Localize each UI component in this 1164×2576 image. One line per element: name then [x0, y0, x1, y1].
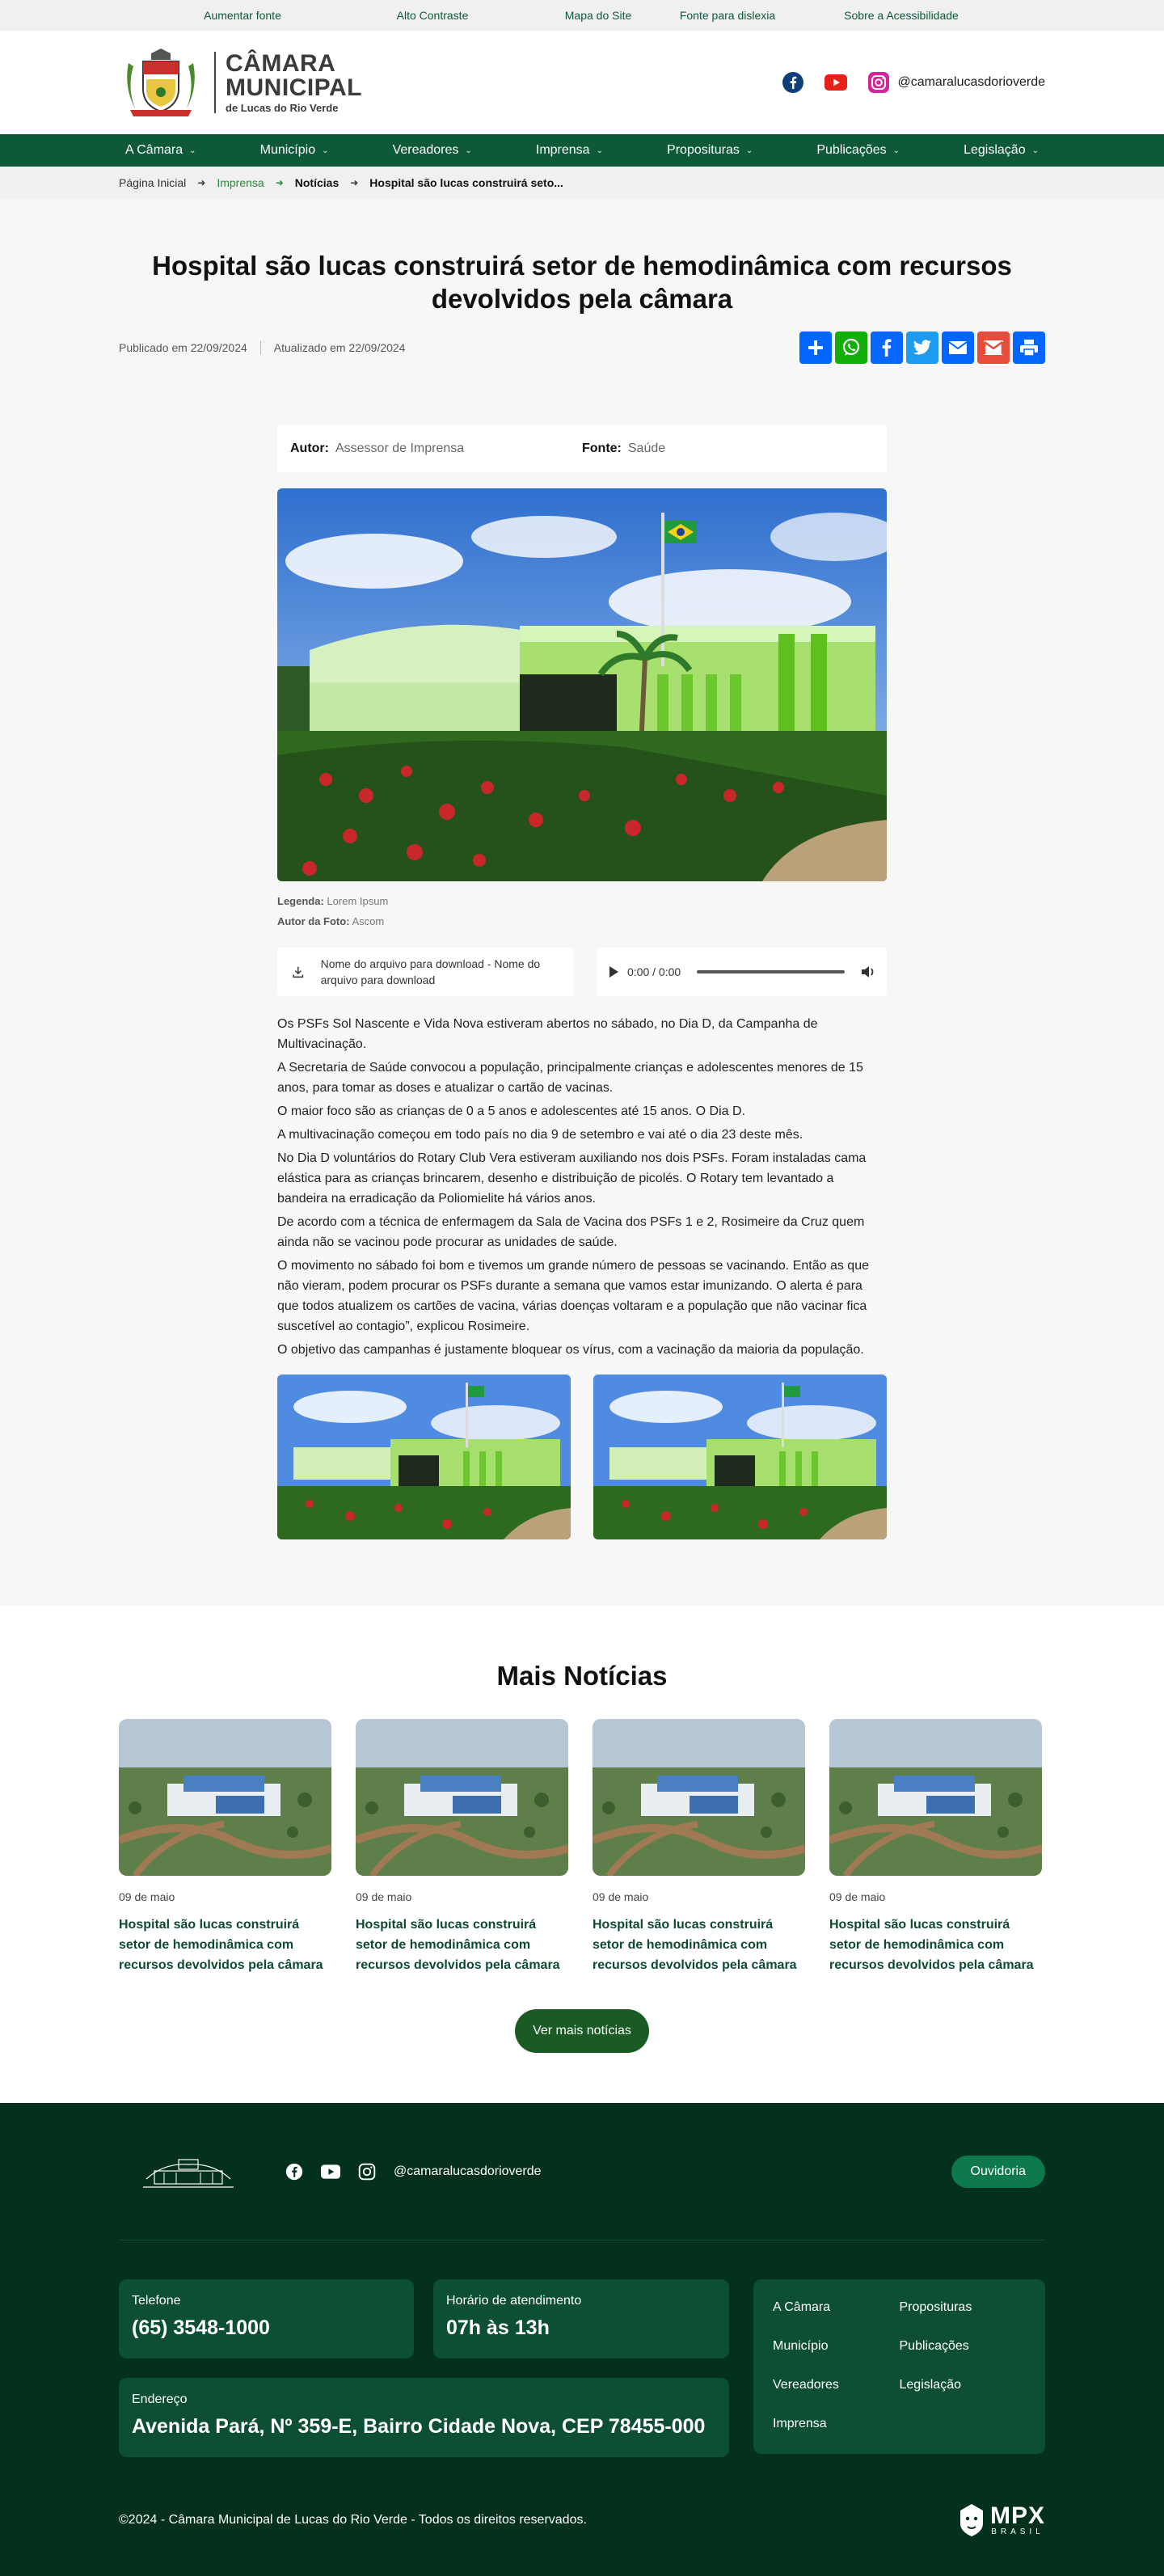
footer-link-vereadores[interactable]: Vereadores — [773, 2378, 839, 2392]
youtube-icon[interactable] — [321, 2164, 340, 2179]
accessibility-bar — [0, 0, 1164, 31]
nav-item-legislacao[interactable] — [957, 143, 1045, 158]
footer-link-legislacao[interactable]: Legislação — [899, 2378, 961, 2392]
mpx-lion-icon — [958, 2502, 985, 2538]
paragraph: A Secretaria de Saúde convocou a população, principalmente crianças e adolescentes menores de 15 anos, para tomar as doses e atualizar o cartão de vacinas. — [277, 1061, 863, 1095]
news-card[interactable] — [119, 1719, 331, 1975]
gallery-image[interactable] — [593, 1375, 887, 1539]
breadcrumb-current: Hospital são lucas construirá seto... — [369, 176, 563, 189]
site-logo[interactable] — [119, 47, 362, 118]
instagram-icon[interactable] — [358, 2163, 376, 2181]
paragraph: O objetivo das campanhas é justamente bloquear os vírus, com a vacinação da maioria da população. — [277, 1343, 864, 1357]
arrow-right-icon: ➜ — [275, 177, 284, 188]
caption-line — [277, 891, 887, 911]
news-card-title[interactable]: Hospital são lucas construirá setor de hemodinâmica com recursos devolvidos pela câmara — [119, 1918, 323, 1972]
paragraph: O maior foco são as crianças de 0 a 5 anos e adolescentes até 15 anos. O Dia D. — [277, 1104, 745, 1118]
image-caption — [277, 891, 887, 931]
address-label: Endereço — [132, 2392, 188, 2406]
audio-player — [597, 948, 887, 996]
author-value: Assessor de Imprensa — [335, 441, 465, 455]
footer-social-handle[interactable]: @camaralucasdorioverde — [394, 2164, 542, 2178]
footer-grid — [119, 2279, 1045, 2457]
aerial-hospital-image — [829, 1719, 1042, 1876]
aerial-hospital-image — [356, 1719, 568, 1876]
share-plus-icon[interactable] — [799, 332, 832, 364]
phone-box — [119, 2279, 414, 2359]
nav-item-a-camara[interactable] — [119, 143, 203, 158]
photo-author-value: Ascom — [352, 915, 385, 927]
source-value: Saúde — [627, 441, 666, 455]
address-box — [119, 2378, 729, 2457]
instagram-handle: @camaralucasdorioverde — [897, 75, 1045, 89]
email-icon[interactable] — [942, 332, 974, 364]
nav-label: Publicações — [816, 143, 887, 157]
chevron-down-icon: ⌄ — [189, 146, 196, 155]
footer-contact — [119, 2279, 729, 2457]
nav-label: Município — [259, 143, 316, 157]
paragraph: Os PSFs Sol Nascente e Vida Nova estiveram abertos no sábado, no Dia D, da Campanha de Multivacinação. — [277, 1017, 818, 1051]
gallery-image[interactable] — [277, 1375, 571, 1539]
site-map-link[interactable]: Mapa do Site — [564, 9, 632, 22]
ouvidoria-button[interactable]: Ouvidoria — [951, 2156, 1045, 2188]
caption-label: Legenda: — [277, 895, 324, 907]
article-dates — [119, 340, 405, 355]
paragraph: De acordo com a técnica de enfermagem da Sala de Vacina dos PSFs 1 e 2, Rosimeire da Cruz quem ainda não se vacinou pode procurar as unidades de saúde. — [277, 1215, 865, 1249]
header-socials — [782, 72, 1045, 93]
nav-label: Legislação — [964, 143, 1026, 157]
breadcrumb-imprensa[interactable]: Imprensa — [217, 176, 264, 189]
footer-link-municipio[interactable]: Município — [773, 2339, 829, 2353]
play-icon[interactable] — [608, 965, 619, 978]
main-nav — [0, 134, 1164, 167]
footer-link-imprensa[interactable]: Imprensa — [773, 2417, 827, 2430]
aerial-hospital-image — [119, 1719, 331, 1876]
source-label: Fonte: — [582, 441, 622, 455]
news-card-image — [593, 1719, 805, 1876]
hospital-thumb-image — [593, 1375, 887, 1539]
chevron-down-icon: ⌄ — [465, 146, 472, 155]
footer-link-proposituras[interactable]: Proposituras — [899, 2300, 972, 2314]
more-news-section — [0, 1606, 1164, 2103]
nav-item-vereadores[interactable] — [386, 143, 479, 158]
chevron-down-icon: ⌄ — [745, 146, 753, 155]
nav-label: Vereadores — [392, 143, 459, 157]
hours-label: Horário de atendimento — [446, 2294, 582, 2308]
media-row — [277, 948, 887, 996]
chevron-down-icon: ⌄ — [596, 146, 603, 155]
photo-author-line — [277, 911, 887, 931]
logo-line-3: de Lucas do Rio Verde — [226, 102, 339, 114]
mpx-brand-sub: BRASIL — [991, 2527, 1044, 2536]
copyright-text: ©2024 - Câmara Municipal de Lucas do Rio Verde - Todos os direitos reservados. — [119, 2513, 587, 2527]
chevron-down-icon: ⌄ — [322, 146, 329, 155]
breadcrumb-noticias[interactable]: Notícias — [294, 176, 340, 189]
divider — [260, 340, 261, 355]
updated-date: Atualizado em 22/09/2024 — [273, 341, 406, 354]
published-date: Publicado em 22/09/2024 — [119, 341, 247, 354]
news-card-title[interactable]: Hospital são lucas construirá setor de hemodinâmica com recursos devolvidos pela câmara — [593, 1918, 797, 1972]
nav-label: A Câmara — [125, 143, 183, 157]
crest-icon — [119, 47, 203, 118]
news-card-image — [356, 1719, 568, 1876]
author-box — [277, 425, 887, 472]
more-news-button[interactable]: Ver mais notícias — [515, 2009, 649, 2053]
download-icon — [292, 963, 305, 981]
author-field — [290, 441, 582, 456]
mpx-brand-logo[interactable] — [958, 2502, 1045, 2538]
article-content — [277, 425, 887, 1539]
nav-item-imprensa[interactable] — [529, 143, 609, 158]
nav-label: Imprensa — [535, 143, 590, 157]
site-footer — [0, 2103, 1164, 2576]
high-contrast-link[interactable]: Alto Contraste — [396, 9, 469, 22]
instagram-link[interactable] — [868, 72, 1045, 93]
author-label: Autor: — [290, 441, 329, 455]
article-section — [0, 199, 1164, 1606]
about-accessibility-link[interactable]: Sobre a Acessibilidade — [844, 9, 959, 22]
footer-socials — [285, 2163, 542, 2181]
phone-label: Telefone — [132, 2294, 181, 2308]
facebook-icon[interactable] — [285, 2163, 303, 2181]
logo-text — [214, 52, 362, 113]
chevron-down-icon: ⌄ — [1031, 146, 1039, 155]
footer-bottom — [119, 2502, 1045, 2538]
print-icon[interactable] — [1013, 332, 1045, 364]
news-card[interactable] — [356, 1719, 568, 1975]
breadcrumb-home[interactable]: Página Inicial — [119, 176, 187, 189]
news-card-image — [829, 1719, 1042, 1876]
increase-font-link[interactable]: Aumentar fonte — [204, 9, 281, 22]
more-news-heading: Mais Notícias — [496, 1661, 668, 1691]
news-card-date: 09 de maio — [119, 1890, 175, 1903]
news-card-date: 09 de maio — [593, 1890, 649, 1903]
download-file-name: Nome do arquivo para download - Nome do arquivo para download — [320, 957, 541, 986]
source-field — [582, 441, 874, 456]
photo-author-label: Autor da Foto: — [277, 915, 350, 927]
volume-icon[interactable] — [861, 965, 875, 978]
article-main-image — [277, 488, 887, 881]
chevron-down-icon: ⌄ — [892, 146, 900, 155]
nav-item-proposituras[interactable] — [660, 143, 759, 158]
logo-line-2: MUNICIPAL — [226, 74, 362, 101]
arrow-right-icon: ➜ — [350, 177, 359, 188]
paragraph: O movimento no sábado foi bom e tivemos um grande número de pessoas se vacinando. Então as que não vieram, podem procurar os PSFs durante a semana que vamos estar imunizando. O alerta é para que todos atualizem os cartões de vacina, várias doenças voltaram e a população que não vacinar fica suscetível ao contagio”, explicou Rosimeire. — [277, 1259, 869, 1333]
news-card-title[interactable]: Hospital são lucas construirá setor de hemodinâmica com recursos devolvidos pela câmara — [829, 1918, 1034, 1972]
paragraph: No Dia D voluntários do Rotary Club Vera estiveram auxiliando nos dois PSFs. Foram instaladas cama elástica para as crianças brincarem, desenho e distribuição de picolés. O Rotary tem levantado a bandeira na erradicação da Poliomielite há vários anos. — [277, 1151, 867, 1206]
paragraph: A multivacinação começou em todo país no dia 9 de setembro e vai até o dia 23 deste mês. — [277, 1128, 803, 1142]
news-card-date: 09 de maio — [829, 1890, 886, 1903]
nav-label: Proposituras — [667, 143, 740, 157]
footer-links — [753, 2279, 1045, 2454]
caption-value: Lorem Ipsum — [327, 895, 389, 907]
footer-top — [119, 2103, 1045, 2240]
nav-item-municipio[interactable] — [254, 143, 335, 158]
news-card[interactable] — [593, 1719, 805, 1975]
logo-line-1: CÂMARA — [226, 50, 336, 77]
article-body — [277, 1014, 887, 1360]
download-file-button[interactable] — [277, 948, 574, 996]
hospital-thumb-image — [277, 1375, 571, 1539]
facebook-share-icon[interactable] — [871, 332, 903, 364]
share-buttons — [799, 332, 1045, 364]
news-card-image — [119, 1719, 331, 1876]
news-cards — [0, 1719, 1164, 1975]
hours-value: 07h às 13h — [446, 2316, 550, 2339]
breadcrumb — [0, 167, 1164, 199]
footer-link-publicacoes[interactable]: Publicações — [899, 2339, 969, 2353]
mpx-brand-name: MPX — [989, 2502, 1045, 2529]
whatsapp-icon[interactable] — [835, 332, 867, 364]
news-card[interactable] — [829, 1719, 1042, 1975]
aerial-hospital-image — [593, 1719, 805, 1876]
audio-progress-bar[interactable] — [697, 970, 845, 973]
phone-value[interactable]: (65) 3548-1000 — [132, 2316, 270, 2339]
youtube-icon[interactable] — [824, 74, 847, 91]
gmail-icon[interactable] — [977, 332, 1010, 364]
arrow-right-icon: ➜ — [197, 177, 206, 188]
article-meta — [0, 332, 1164, 364]
hospital-building-image — [277, 488, 887, 881]
news-card-date: 09 de maio — [356, 1890, 412, 1903]
footer-logo-icon[interactable] — [140, 2152, 237, 2192]
site-header — [0, 31, 1164, 134]
article-title: Hospital são lucas construirá setor de hemodinâmica com recursos devolvidos pela câmara — [152, 251, 1012, 314]
nav-item-publicacoes[interactable] — [810, 143, 906, 158]
footer-link-a-camara[interactable]: A Câmara — [773, 2300, 831, 2314]
audio-time: 0:00 / 0:00 — [627, 965, 681, 978]
image-gallery — [277, 1375, 887, 1539]
instagram-icon — [868, 72, 889, 93]
facebook-icon[interactable] — [782, 72, 803, 93]
news-card-title[interactable]: Hospital são lucas construirá setor de hemodinâmica com recursos devolvidos pela câmara — [356, 1918, 560, 1972]
mpx-brand-text — [990, 2504, 1045, 2536]
dyslexia-font-link[interactable]: Fonte para dislexia — [679, 9, 776, 22]
hours-box — [433, 2279, 729, 2359]
address-value: Avenida Pará, Nº 359-E, Bairro Cidade Nova, CEP 78455-000 — [132, 2415, 706, 2438]
twitter-icon[interactable] — [906, 332, 938, 364]
